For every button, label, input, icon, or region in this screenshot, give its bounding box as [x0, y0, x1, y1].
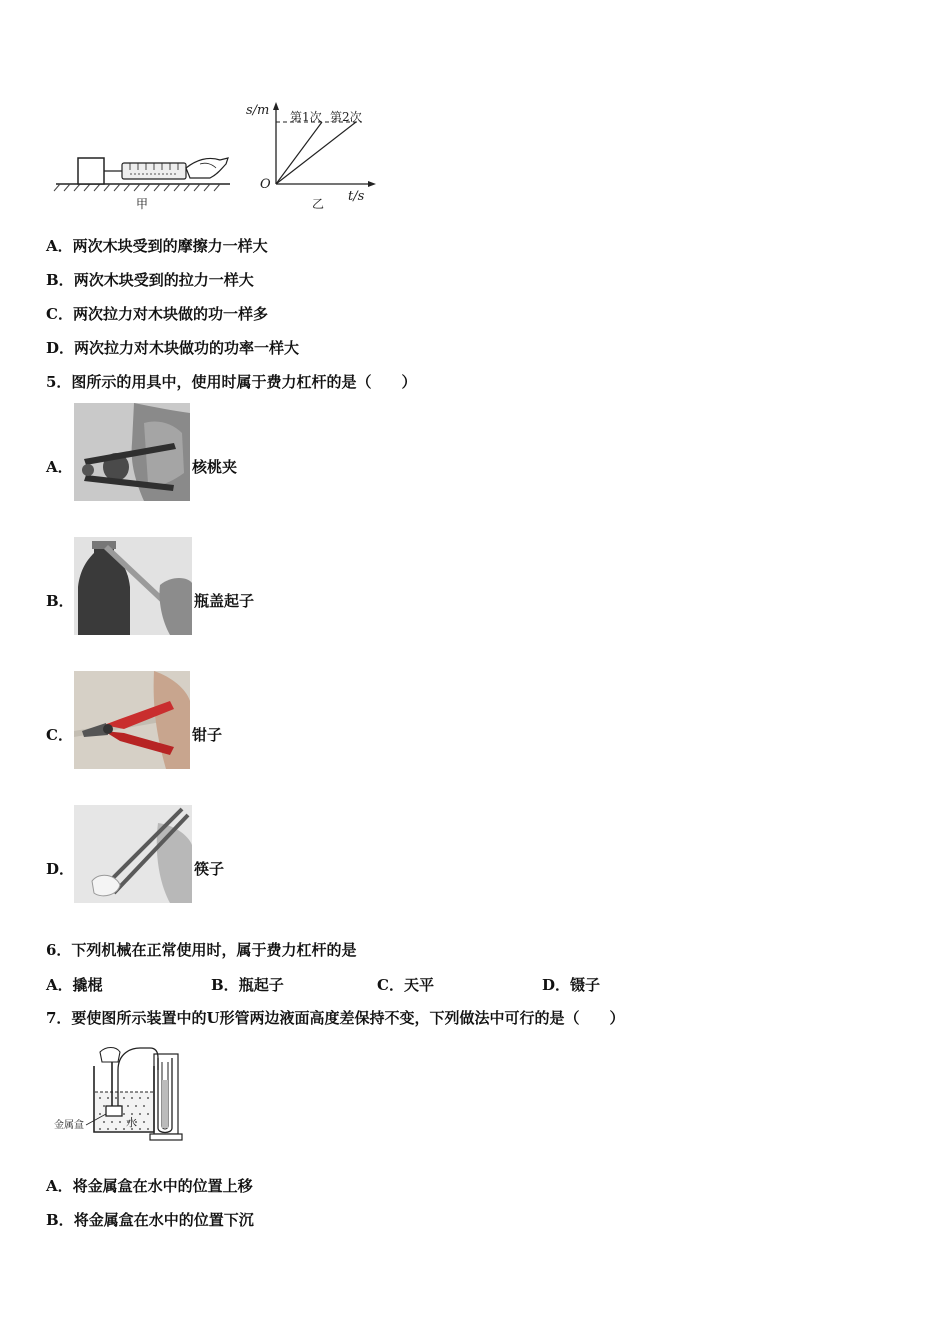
- q6-option-d: D．镊子: [542, 976, 601, 994]
- q5-option-d-label: D．: [46, 860, 75, 878]
- q5-option-a-caption: 核桃夹: [192, 458, 238, 476]
- pliers-image: [74, 671, 190, 769]
- q4-option-b: B．两次木块受到的拉力一样大: [46, 271, 254, 289]
- q6-option-b: B．瓶起子: [211, 976, 284, 994]
- water-label: 水: [126, 1116, 137, 1129]
- q5-option-c-caption: 钳子: [192, 726, 223, 744]
- series-second: [276, 122, 356, 184]
- label-yi: 乙: [312, 197, 325, 211]
- metal-box: [106, 1106, 122, 1116]
- hand-icon: [186, 158, 228, 178]
- q5-option-b-label: B．: [46, 592, 74, 610]
- q7-option-b: B．将金属盒在水中的位置下沉: [46, 1211, 254, 1229]
- q5-option-d-caption: 筷子: [194, 860, 225, 878]
- q4-figure: [50, 98, 380, 214]
- label-jia: 甲: [136, 197, 149, 211]
- q4-option-c: C．两次拉力对木块做的功一样多: [46, 305, 268, 323]
- q4-option-a: A．两次木块受到的摩擦力一样大: [46, 237, 268, 255]
- hand-icon: [100, 1048, 120, 1063]
- q6-stem: 6．下列机械在正常使用时，属于费力杠杆的是: [46, 941, 357, 959]
- q7-stem: 7．要使图所示装置中的U形管两边液面高度差保持不变，下列做法中可行的是（ ）: [46, 1009, 625, 1027]
- origin-label: O: [260, 177, 271, 192]
- pressure-gauge-figure: [52, 1040, 192, 1144]
- figure-yi: [246, 102, 376, 211]
- legend-first: 第1次: [290, 110, 322, 124]
- q5-stem: 5．图所示的用具中，使用时属于费力杠杆的是（ ）: [46, 373, 417, 391]
- q5-option-a-label: A．: [46, 458, 73, 476]
- q6-option-c: C．天平: [377, 976, 434, 994]
- bottle-opener-image: [74, 537, 192, 635]
- nutcracker-image: [74, 403, 190, 501]
- x-axis-label: t/s: [348, 189, 365, 204]
- q6-option-a: A．撬棍: [46, 976, 103, 994]
- q7-option-a: A．将金属盒在水中的位置上移: [46, 1177, 253, 1195]
- q4-option-d: D．两次拉力对木块做功的功率一样大: [46, 339, 300, 357]
- figure-jia: [54, 158, 230, 211]
- legend-second: 第2次: [330, 110, 362, 124]
- chopsticks-image: [74, 805, 192, 903]
- q5-option-c-label: C．: [46, 726, 73, 744]
- wood-block: [78, 158, 104, 184]
- y-axis-label: s/m: [246, 103, 270, 118]
- metal-box-label: 金属盒: [54, 1120, 84, 1131]
- q5-option-b-caption: 瓶盖起子: [194, 592, 255, 610]
